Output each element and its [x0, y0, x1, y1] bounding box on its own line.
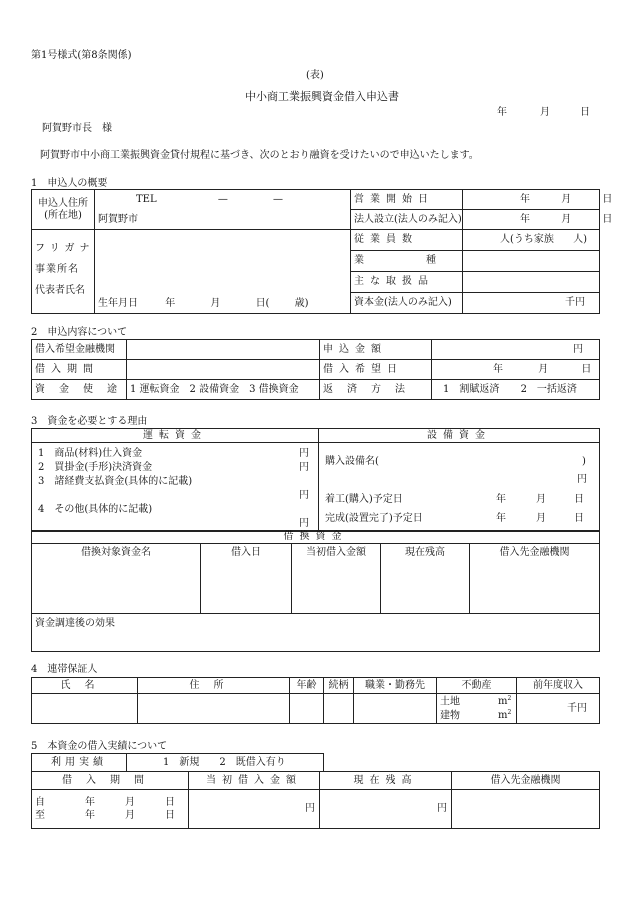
employees-label: 従業員数 — [351, 230, 463, 251]
date-day: 日 — [580, 107, 590, 118]
desired-date-value[interactable]: 年 月 日 — [432, 360, 600, 380]
capital-value[interactable]: 千円 — [463, 293, 600, 314]
h-col-amount: 当初借入金額 — [189, 772, 320, 790]
g-age[interactable] — [290, 694, 324, 724]
g-col-name: 氏名 — [32, 678, 138, 694]
g-col-address: 住所 — [138, 678, 290, 694]
products-value[interactable] — [463, 272, 600, 293]
refi-col-amount[interactable]: 当初借入金額 — [292, 544, 381, 614]
section-4-heading: 4 連帯保証人 — [31, 664, 98, 675]
application-table — [31, 339, 600, 400]
employees-value[interactable]: 人(うち家族 人) — [463, 230, 600, 251]
h-col-period: 借入期間 — [32, 772, 189, 790]
address-label: 申込人住所 (所在地) — [32, 190, 95, 230]
refi-col-date[interactable]: 借入日 — [201, 544, 292, 614]
guarantor-table — [31, 677, 600, 724]
industry-label: 業種 — [351, 251, 463, 272]
g-col-job: 職業・勤務先 — [354, 678, 437, 694]
desired-date-label: 借入希望日 — [320, 360, 432, 380]
incorporation-label: 法人設立(法人のみ記入) — [351, 210, 463, 230]
g-name[interactable] — [32, 694, 138, 724]
usage-label: 利用実績 — [32, 754, 127, 772]
g-income[interactable]: 千円 — [517, 694, 600, 724]
period-value[interactable] — [127, 360, 320, 380]
applicant-table — [31, 189, 613, 314]
effect-cell[interactable]: 資金調達後の効果 — [32, 614, 600, 652]
section-2-heading: 2 申込内容について — [31, 327, 128, 338]
working-items[interactable]: 1 商品(材料)仕入資金 円 2 買掛金(手形)決済資金 円 3 諸経費支払資金(具体的に記載) 円 4 その他(具体的に記載) 円 — [32, 443, 319, 532]
h-col-bank: 借入先金融機関 — [452, 772, 600, 790]
h-amount[interactable]: 円 — [189, 790, 320, 829]
g-address[interactable] — [138, 694, 290, 724]
city-cell[interactable]: 阿賀野市 — [95, 210, 351, 230]
h-balance[interactable]: 円 — [320, 790, 452, 829]
intro-text: 阿賀野市中小商工業振興資金貸付規程に基づき、次のとおり融資を受けたいので申込いたします。 — [40, 150, 479, 161]
refinance-table — [31, 530, 600, 652]
repay-label: 返済方法 — [320, 380, 432, 400]
form-side: (表) — [306, 70, 324, 81]
repay-options[interactable]: 1 割賦返済 2 一括返済 — [432, 380, 600, 400]
working-header: 運転資金 — [32, 429, 319, 443]
g-col-age: 年齢 — [290, 678, 324, 694]
amount-label: 申込金額 — [320, 340, 432, 360]
refi-col-balance[interactable]: 現在残高 — [381, 544, 470, 614]
usage-options[interactable]: 1 新規 2 既借入有り — [127, 754, 324, 772]
g-relation[interactable] — [324, 694, 354, 724]
section-1-heading: 1 申込人の概要 — [31, 178, 108, 189]
form-number: 第1号様式(第8条関係) — [31, 50, 132, 61]
h-period[interactable]: 自 年 月 日 至 年 月 日 — [32, 790, 189, 829]
products-label: 主な取扱品 — [351, 272, 463, 293]
page-title: 中小商工業振興資金借入申込書 — [245, 90, 399, 103]
tel-cell[interactable]: TEL — — — [95, 190, 351, 210]
g-job[interactable] — [354, 694, 437, 724]
h-bank[interactable] — [452, 790, 600, 829]
date-year: 年 — [497, 107, 507, 118]
date-month: 月 — [540, 107, 550, 118]
g-col-income: 前年度収入 — [517, 678, 600, 694]
amount-value[interactable]: 円 — [432, 340, 600, 360]
name-labels: フリガナ 事業所名 代表者氏名 — [32, 230, 95, 314]
equipment-items[interactable]: 購入設備名( ) 円 着工(購入)予定日 年 月 日 完成(設置完了)予定日 年 月 日 — [319, 443, 600, 532]
period-label: 借入期間 — [32, 360, 127, 380]
bank-value[interactable] — [127, 340, 320, 360]
refinance-header: 借換資金 — [32, 531, 600, 544]
use-options[interactable]: 1 運転資金 2 設備資金 3 借換資金 — [127, 380, 320, 400]
business-start-label: 営業開始日 — [351, 190, 463, 210]
addressee: 阿賀野市長 様 — [42, 123, 112, 134]
business-start-date[interactable]: 年 月 日 — [463, 190, 600, 210]
h-col-balance: 現在残高 — [320, 772, 452, 790]
refi-col-bank[interactable]: 借入先金融機関 — [470, 544, 600, 614]
refi-col-name[interactable]: 借換対象資金名 — [32, 544, 201, 614]
section-5-heading: 5 本資金の借入実績について — [31, 741, 168, 752]
g-estate[interactable]: 土地 $m^2$ 建物 $m^2$ — [437, 694, 517, 724]
section-3-heading: 3 資金を必要とする理由 — [31, 416, 148, 427]
equipment-header: 設備資金 — [319, 429, 600, 443]
bank-label: 借入希望金融機関 — [32, 340, 127, 360]
g-col-estate: 不動産 — [437, 678, 517, 694]
usage-table — [31, 753, 324, 772]
use-label: 資金使途 — [32, 380, 127, 400]
name-input-area[interactable]: 生年月日 年 月 日( 歳) — [95, 230, 351, 314]
incorporation-date[interactable]: 年 月 日 — [463, 210, 600, 230]
fund-reason-table — [31, 428, 600, 532]
g-col-relation: 続柄 — [324, 678, 354, 694]
capital-label: 資本金(法人のみ記入) — [351, 293, 463, 314]
history-table — [31, 771, 600, 829]
